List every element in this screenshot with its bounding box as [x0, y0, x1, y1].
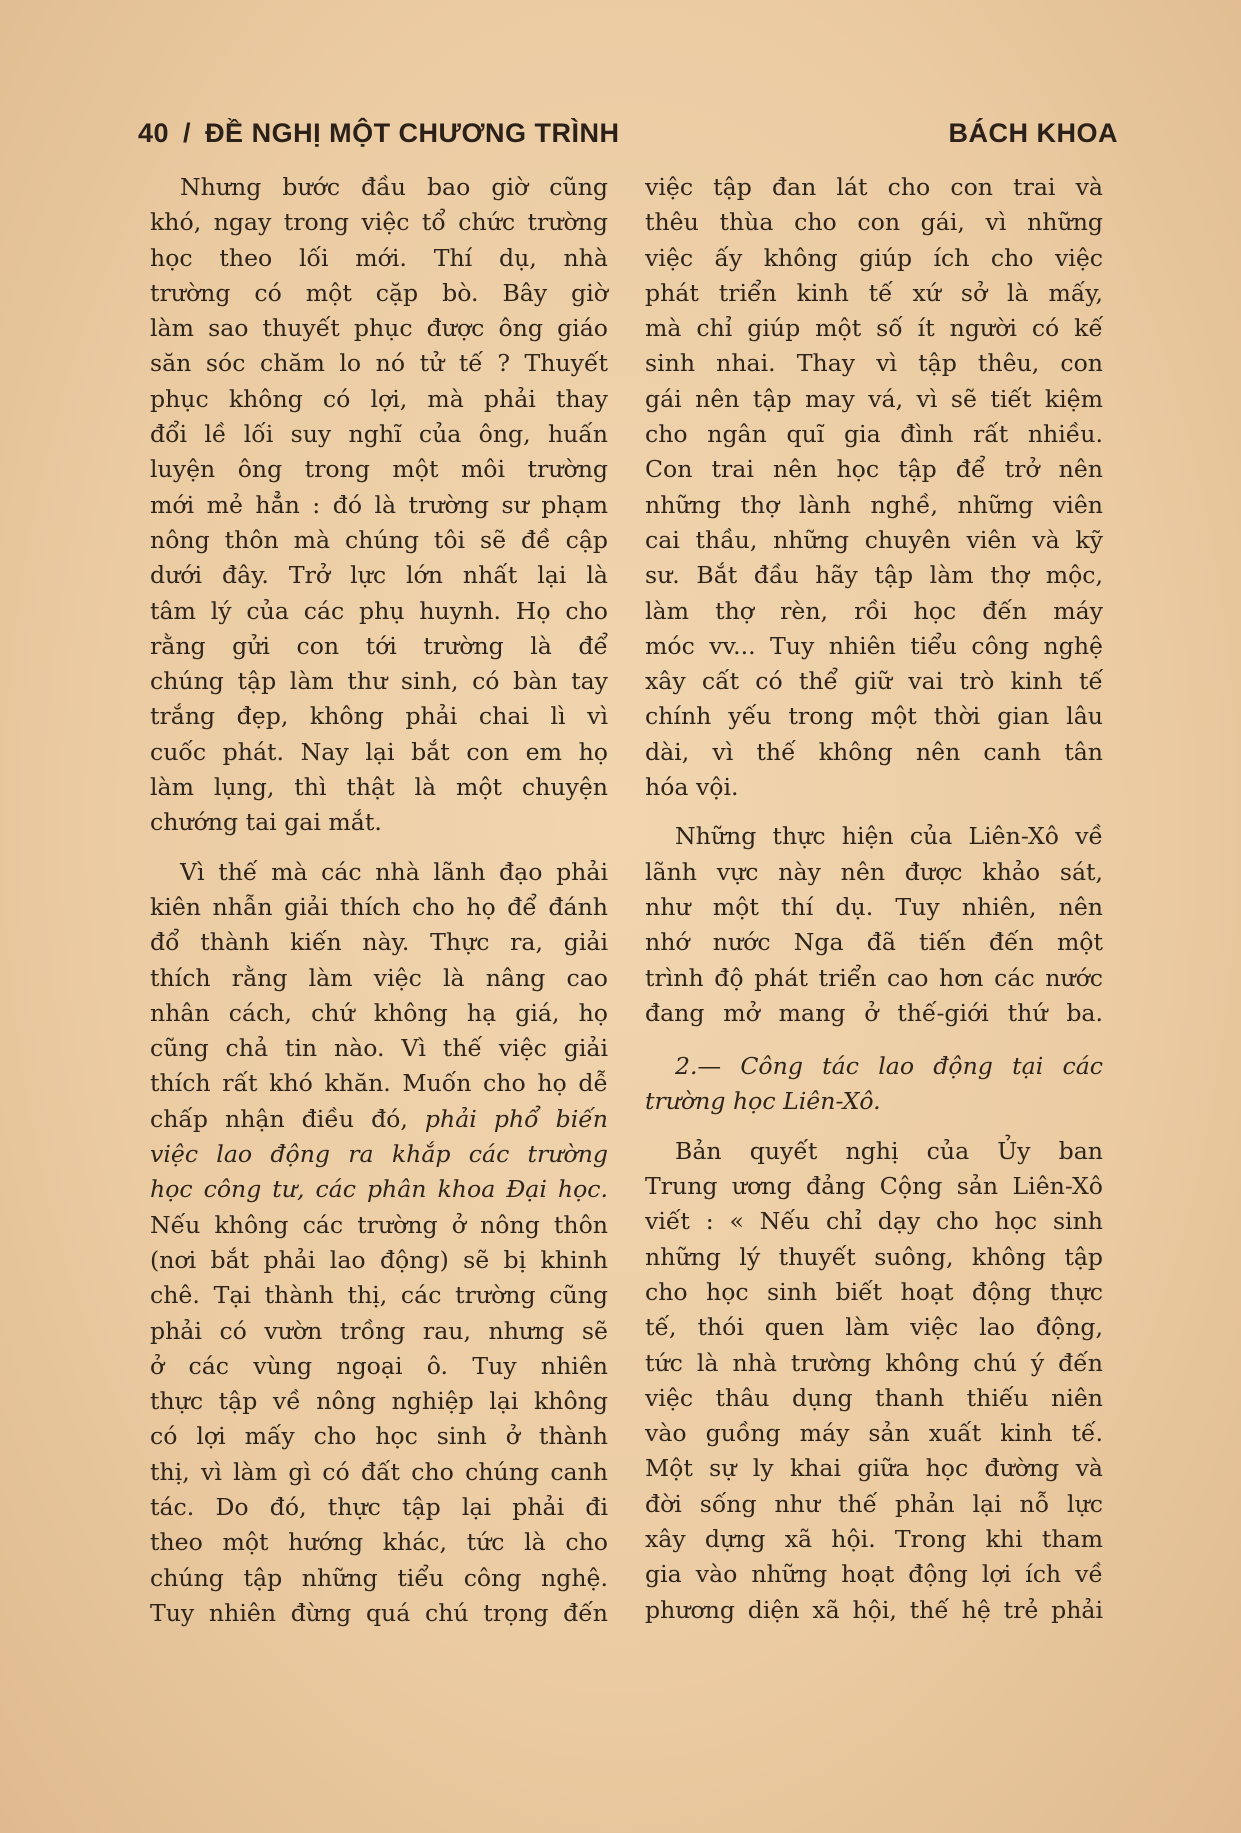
- running-title: ĐỀ NGHỊ MỘT CHƯƠNG TRÌNH: [205, 117, 620, 148]
- emphasis-line: học công tư, các phân khoa Đại học.: [150, 1175, 608, 1204]
- paragraph-gap: [645, 1120, 1103, 1134]
- right-paragraph-1: [645, 170, 1103, 805]
- section-heading-line: 2.— Công tác lao động tại các: [675, 1052, 1103, 1081]
- text-line: chúng tập làm thư sinh, có bàn tay: [150, 667, 608, 696]
- text-line: ở các vùng ngoại ô. Tuy nhiên: [150, 1351, 608, 1380]
- right-paragraph-2: [645, 819, 1103, 1031]
- text-line: cũng chả tin nào. Vì thế việc giải: [150, 1034, 608, 1063]
- left-column: [150, 170, 608, 1631]
- text-line: phát triển kinh tế xứ sở là mấy,: [645, 278, 1103, 307]
- page-number: 40: [138, 117, 170, 148]
- text-line: cho ngân quĩ gia đình rất nhiều.: [645, 420, 1103, 449]
- text-line: khó, ngay trong việc tổ chức trường: [150, 208, 608, 237]
- text-line: hóa vội.: [645, 773, 739, 802]
- paragraph-gap: [150, 841, 608, 855]
- text-line: chướng tai gai mắt.: [150, 808, 382, 837]
- text-line: phục không có lợi, mà phải thay: [150, 384, 608, 413]
- section-heading-line: trường học Liên-Xô.: [645, 1087, 881, 1116]
- text-line: Nếu không các trường ở nông thôn: [150, 1210, 608, 1239]
- text-line: có lợi mấy cho học sinh ở thành: [150, 1422, 608, 1451]
- text-line: dưới đây. Trở lực lớn nhất lại là: [150, 561, 608, 590]
- header-left: [138, 118, 619, 149]
- text-line: học theo lối mới. Thí dụ, nhà: [150, 243, 608, 272]
- text-line: việc ấy không giúp ích cho việc: [645, 243, 1103, 272]
- text-line: theo một hướng khác, tức là cho: [150, 1528, 608, 1557]
- text-line: gái nên tập may vá, vì sẽ tiết kiệm: [645, 384, 1103, 413]
- text-line: sinh nhai. Thay vì tập thêu, con: [645, 349, 1103, 378]
- left-paragraph-1: [150, 170, 608, 841]
- text-line: những thợ lành nghề, những viên: [645, 490, 1103, 519]
- text-line: dài, vì thế không nên canh tân: [645, 737, 1103, 766]
- text-line: tế, thói quen làm việc lao động,: [645, 1313, 1103, 1342]
- right-paragraph-3: [645, 1134, 1103, 1628]
- text-line: Nhưng bước đầu bao giờ cũng: [180, 173, 608, 201]
- text-line: phương diện xã hội, thế hệ trẻ phải: [645, 1595, 1103, 1624]
- text-line: Vì thế mà các nhà lãnh đạo phải: [180, 857, 608, 886]
- text-line: nhân cách, chứ không hạ giá, họ: [150, 998, 608, 1027]
- publication-name: BÁCH KHOA: [948, 117, 1118, 148]
- text-line: trắng đẹp, không phải chai lì vì: [150, 702, 608, 731]
- text-line: cho học sinh biết hoạt động thực: [645, 1277, 1103, 1306]
- text-line: thích rằng làm việc là nâng cao: [150, 963, 608, 992]
- text-line: thực tập về nông nghiệp lại không: [150, 1387, 608, 1416]
- text-line: Tuy nhiên đừng quá chú trọng đến: [150, 1598, 608, 1627]
- text-line: nhớ nước Nga đã tiến đến một: [645, 928, 1103, 957]
- text-line: xây dựng xã hội. Trong khi tham: [645, 1524, 1103, 1553]
- text-line: làm thợ rèn, rồi học đến máy: [645, 596, 1103, 625]
- text-line: mà chỉ giúp một số ít người có kế: [645, 314, 1103, 343]
- text-run: chấp nhận điều đó,: [150, 1104, 425, 1133]
- text-line: chê. Tại thành thị, các trường cũng: [150, 1281, 608, 1310]
- text-line: việc thâu dụng thanh thiếu niên: [645, 1383, 1103, 1412]
- text-line: đổi lề lối suy nghĩ của ông, huấn: [150, 420, 608, 449]
- text-line: thích rất khó khăn. Muốn cho họ dễ: [150, 1069, 608, 1098]
- text-line: thị, vì làm gì có đất cho chúng canh: [150, 1457, 608, 1486]
- text-line: Một sự ly khai giữa học đường và: [645, 1454, 1103, 1483]
- text-line: Trung ương đảng Cộng sản Liên-Xô: [645, 1172, 1103, 1201]
- text-line: tác. Do đó, thực tập lại phải đi: [150, 1492, 608, 1521]
- left-paragraph-2: [150, 855, 608, 1632]
- text-line: cuốc phát. Nay lại bắt con em họ: [150, 737, 608, 766]
- paragraph-gap: [645, 1031, 1103, 1049]
- text-line: xây cất có thể giữ vai trò kinh tế: [645, 667, 1103, 696]
- text-line: những lý thuyết suông, không tập: [645, 1242, 1103, 1271]
- text-line: rằng gửi con tới trường là để: [150, 631, 608, 660]
- text-line: mới mẻ hẳn : đó là trường sư phạm: [150, 490, 608, 519]
- text-line: tức là nhà trường không chú ý đến: [645, 1348, 1103, 1377]
- text-line: viết : « Nếu chỉ dạy cho học sinh: [645, 1207, 1103, 1236]
- text-line: làm sao thuyết phục được ông giáo: [150, 314, 608, 343]
- paragraph-gap: [645, 805, 1103, 819]
- page-header: [138, 108, 1118, 158]
- text-line: chính yếu trong một thời gian lâu: [645, 702, 1103, 731]
- text-line: (nơi bắt phải lao động) sẽ bị khinh: [150, 1245, 608, 1274]
- emphasis-line: việc lao động ra khắp các trường: [150, 1140, 608, 1169]
- text-line: phải có vườn trồng rau, nhưng sẽ: [150, 1316, 608, 1345]
- text-line: trường có một cặp bò. Bây giờ: [150, 278, 608, 307]
- text-line: sư. Bắt đầu hãy tập làm thợ mộc,: [645, 561, 1103, 590]
- text-line: gia vào những hoạt động lợi ích về: [645, 1560, 1103, 1589]
- text-line: vào guồng máy sản xuất kinh tế.: [645, 1419, 1103, 1448]
- text-line: đời sống như thế phản lại nỗ lực: [645, 1489, 1103, 1518]
- text-line: móc vv... Tuy nhiên tiểu công nghệ: [645, 631, 1103, 660]
- text-line: Con trai nên học tập để trở nên: [645, 455, 1103, 484]
- emphasis-run: phải phổ biến: [424, 1104, 608, 1133]
- text-line: tâm lý của các phụ huynh. Họ cho: [150, 596, 608, 625]
- text-line: việc tập đan lát cho con trai và: [645, 173, 1103, 201]
- text-line: kiên nhẫn giải thích cho họ để đánh: [150, 892, 608, 921]
- text-line: Bản quyết nghị của Ủy ban: [675, 1136, 1103, 1165]
- text-line: lãnh vực này nên được khảo sát,: [645, 857, 1103, 886]
- text-line: nông thôn mà chúng tôi sẽ đề cập: [150, 525, 608, 554]
- text-line: đổ thành kiến này. Thực ra, giải: [150, 928, 608, 957]
- text-line: thêu thùa cho con gái, vì những: [645, 208, 1103, 237]
- text-line: như một thí dụ. Tuy nhiên, nên: [645, 892, 1103, 921]
- text-line: Những thực hiện của Liên-Xô về: [675, 822, 1103, 851]
- text-line: đang mở mang ở thế-giới thứ ba.: [645, 998, 1103, 1027]
- section-heading: [645, 1049, 1103, 1120]
- header-separator: /: [183, 117, 192, 148]
- right-column: [645, 170, 1103, 1628]
- text-line: luyện ông trong một môi trường: [150, 455, 608, 484]
- text-line: chúng tập những tiểu công nghệ.: [150, 1563, 608, 1592]
- text-line: cai thầu, những chuyên viên và kỹ: [645, 525, 1103, 554]
- text-line: làm lụng, thì thật là một chuyện: [150, 773, 608, 802]
- text-line-mixed: [150, 1102, 608, 1137]
- text-line: trình độ phát triển cao hơn các nước: [645, 963, 1103, 992]
- text-line: săn sóc chăm lo nó tử tế ? Thuyết: [150, 349, 608, 378]
